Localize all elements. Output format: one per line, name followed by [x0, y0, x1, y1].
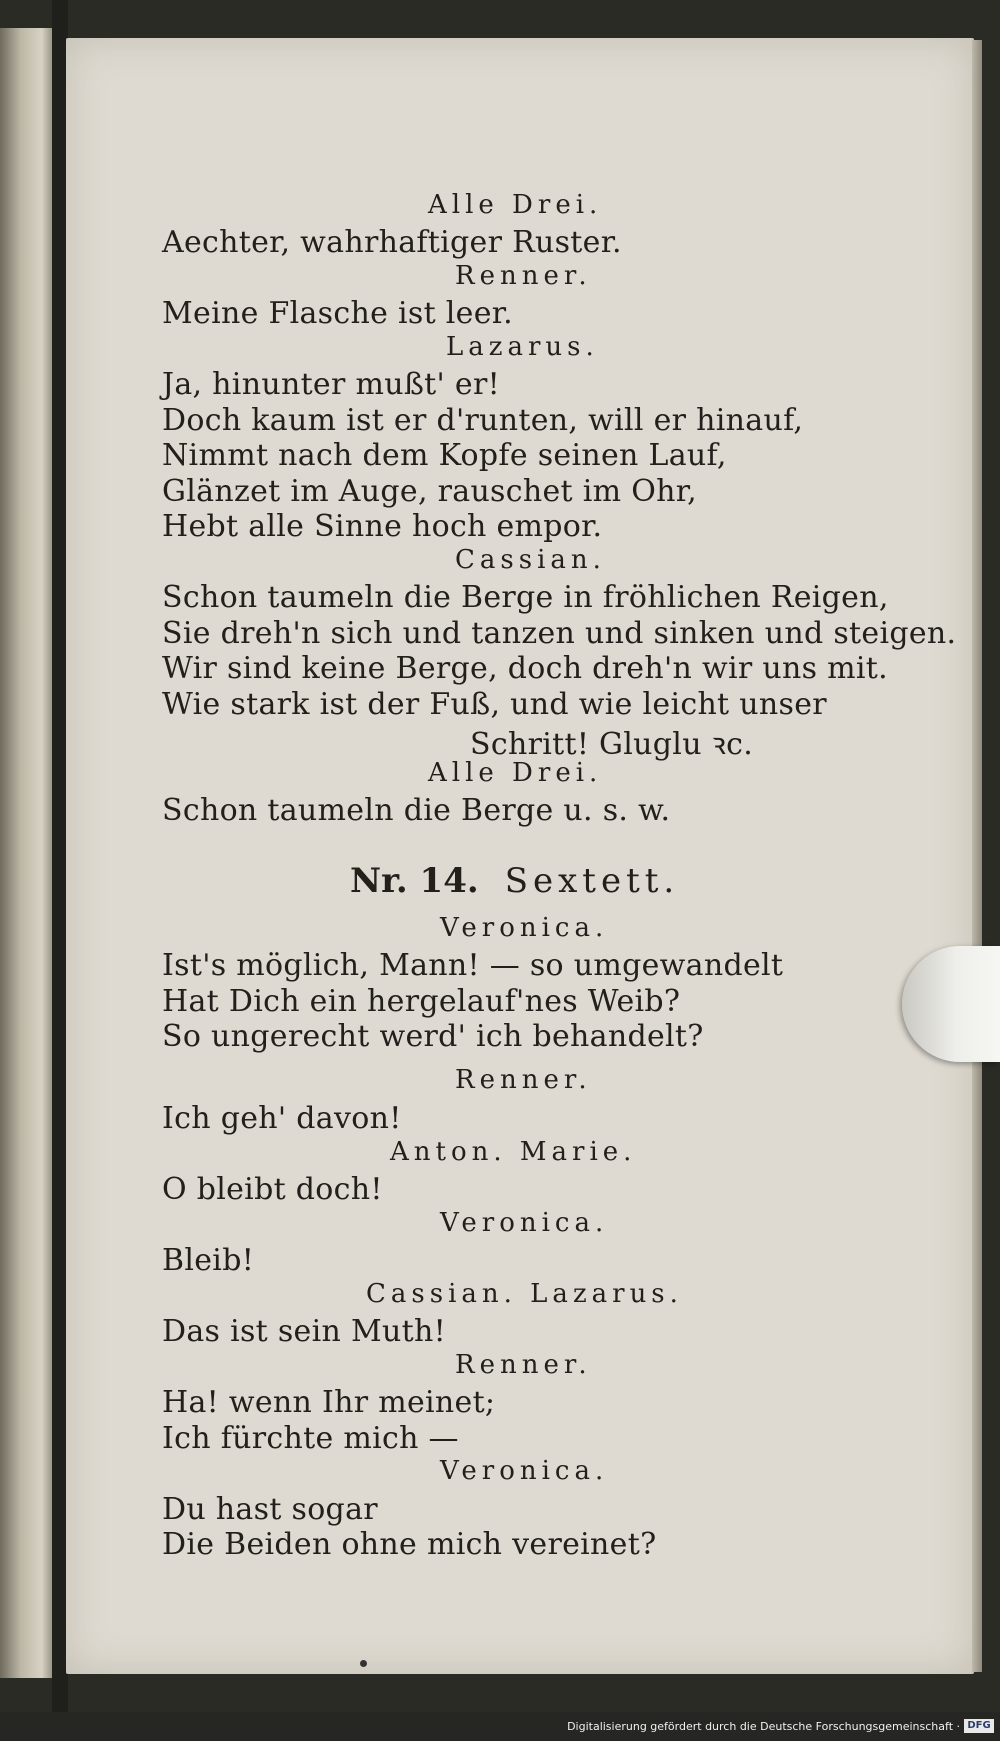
page-fore-edge: [972, 40, 982, 1672]
verse-line: Aechter, wahrhaftiger Ruster.: [162, 225, 622, 260]
section-heading: [350, 861, 679, 901]
verse-line: Ist's möglich, Mann! — so umgewandelt: [162, 948, 784, 983]
speaker-label: Cassian. Lazarus.: [366, 1279, 683, 1309]
verse-line: Wie stark ist der Fuß, und wie leicht unser: [162, 687, 827, 722]
section-title: Sextett.: [504, 861, 680, 901]
verse-line: Meine Flasche ist leer.: [162, 296, 513, 331]
verse-line: Doch kaum ist er d'runten, will er hinauf,: [162, 403, 804, 438]
speaker-label: Alle Drei.: [428, 758, 603, 788]
speaker-label: Renner.: [455, 1065, 592, 1095]
verse-line: Schritt! Gluglu ꝛc.: [470, 727, 754, 762]
verse-line: Wir sind keine Berge, doch dreh'n wir uns mit.: [162, 651, 888, 686]
verse-line: Sie dreh'n sich und tanzen und sinken und steigen.: [162, 616, 957, 651]
verse-line: Schon taumeln die Berge u. s. w.: [162, 793, 671, 828]
verse-line: Du hast sogar: [162, 1492, 378, 1527]
left-page-edge: [0, 28, 52, 1678]
verse-line: O bleibt doch!: [162, 1172, 383, 1207]
verse-line: Ich geh' davon!: [162, 1101, 402, 1136]
verse-line: Ha! wenn Ihr meinet;: [162, 1385, 496, 1420]
page-bullet-mark: [360, 1660, 367, 1667]
verse-line: So ungerecht werd' ich behandelt?: [162, 1019, 704, 1054]
speaker-label: Renner.: [455, 261, 592, 291]
verse-line: Glänzet im Auge, rauschet im Ohr,: [162, 474, 697, 509]
speaker-label: Anton. Marie.: [390, 1137, 637, 1167]
speaker-label: Cassian.: [455, 545, 606, 575]
speaker-label: Lazarus.: [446, 332, 599, 362]
speaker-label: Veronica.: [440, 1208, 609, 1238]
section-number: Nr. 14.: [350, 861, 479, 901]
verse-line: Hat Dich ein hergelauf'nes Weib?: [162, 984, 681, 1019]
verse-line: Hebt alle Sinne hoch empor.: [162, 509, 603, 544]
digitization-credit: Digitalisierung gefördert durch die Deutsche Forschungsgemeinschaft ·: [567, 1720, 960, 1733]
speaker-label: Alle Drei.: [428, 190, 603, 220]
verse-line: Ja, hinunter mußt' er!: [162, 367, 500, 402]
speaker-label: Veronica.: [440, 1456, 609, 1486]
verse-line: Nimmt nach dem Kopfe seinen Lauf,: [162, 438, 727, 473]
verse-line: Schon taumeln die Berge in fröhlichen Reigen,: [162, 580, 889, 615]
speaker-label: Veronica.: [440, 913, 609, 943]
verse-line: Die Beiden ohne mich vereinet?: [162, 1527, 657, 1562]
speaker-label: Renner.: [455, 1350, 592, 1380]
verse-line: Ich fürchte mich —: [162, 1421, 459, 1456]
verse-line: Bleib!: [162, 1243, 255, 1278]
dfg-logo: DFG: [964, 1719, 994, 1733]
verse-line: Das ist sein Muth!: [162, 1314, 446, 1349]
